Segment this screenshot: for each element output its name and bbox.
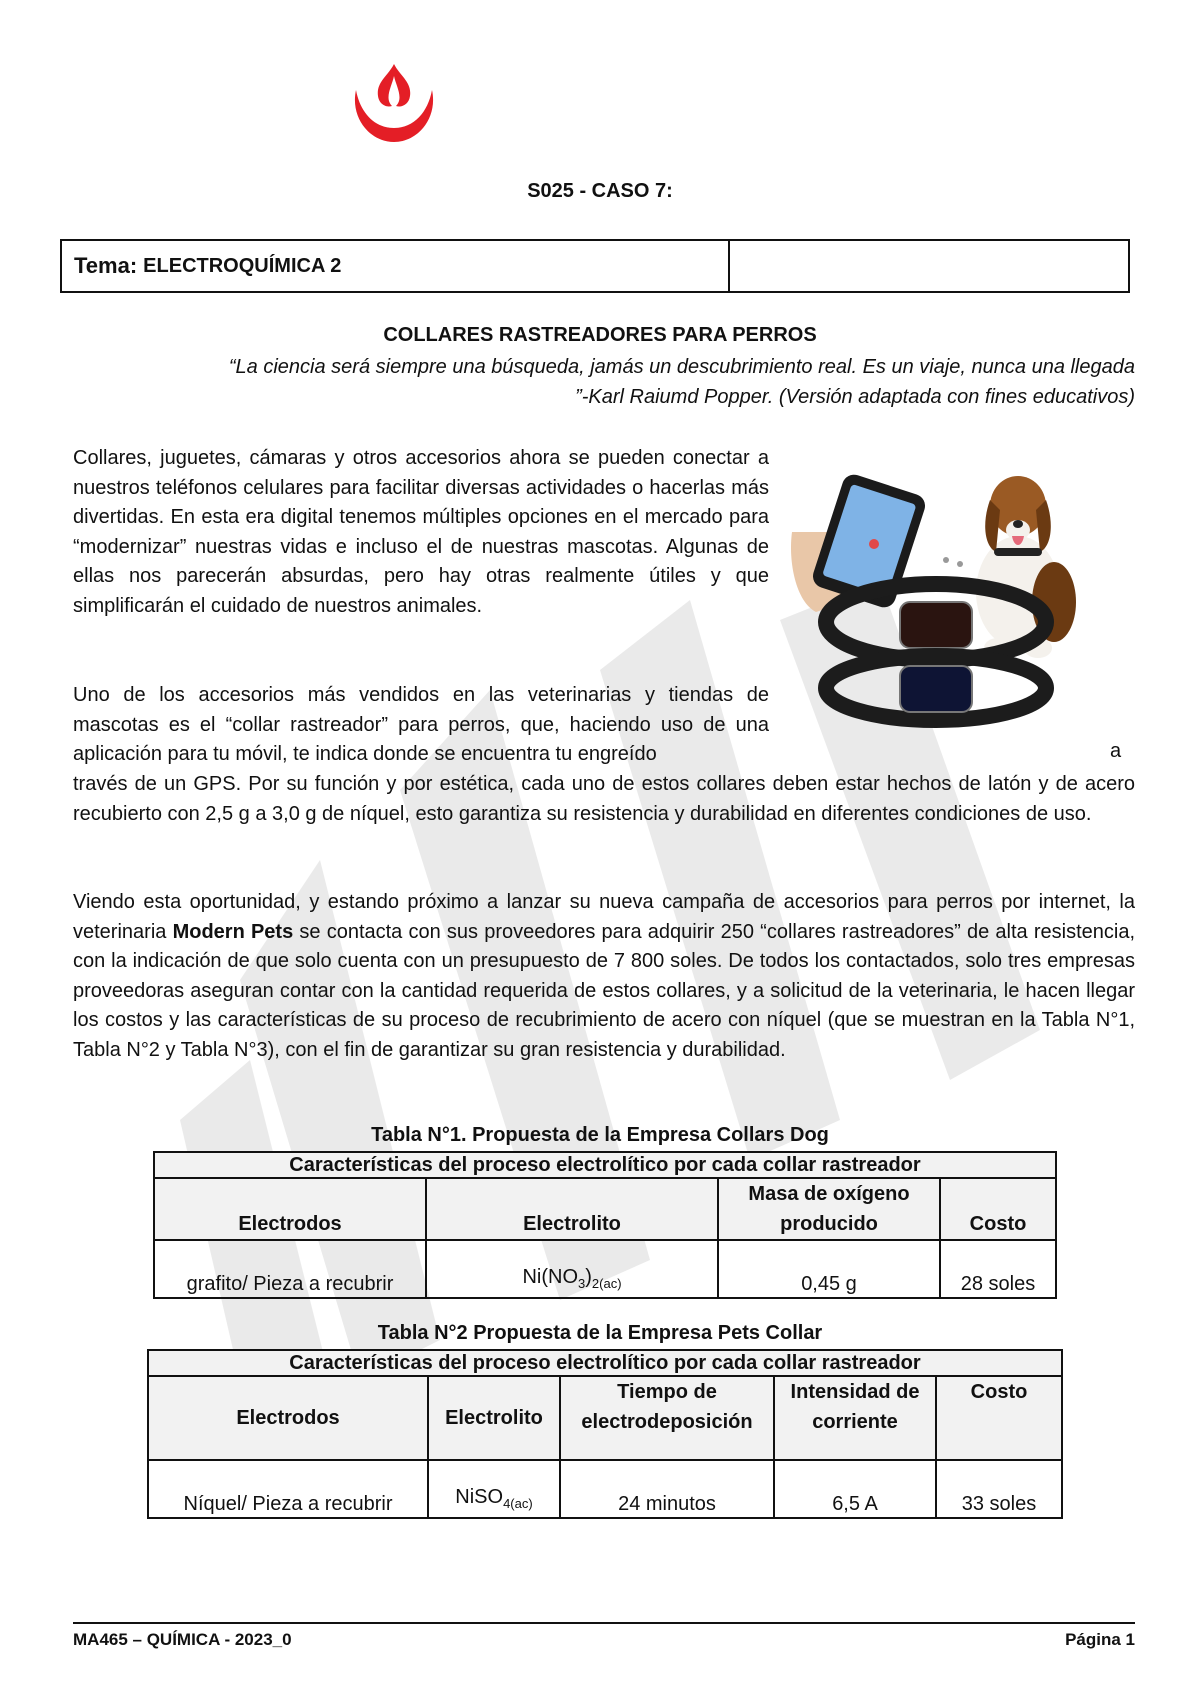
paragraph-3-end: se contacta con sus proveedores para adquirir 250 “collares rastreadores” de alta resistencia, con la indicación de que solo cuenta con un presupuesto de 7 800 soles. De todos los contactados, solo tres empresas proveedoras aseguran contar con la cantidad requerida de estos collares, y a solicitud de la veterinaria, le hacen llegar los costos y las características de su proceso de recubrimiento de acero con níquel (que se muestran en la Tabla N°1, Tabla N°2 y Tabla N°3), con el fin de garantizar su gran resistencia y durabilidad. xyxy=(73,920,1136,1061)
table2-header-current: Intensidad de corriente xyxy=(774,1376,936,1460)
formula-paren: ) xyxy=(585,1266,592,1288)
table1-cell-electrodes: grafito/ Pieza a recubrir xyxy=(154,1240,426,1298)
table1-header-electrolyte: Electrolito xyxy=(426,1178,718,1240)
formula-subscript-state: 2(ac) xyxy=(591,1276,622,1291)
paragraph-1: Collares, juguetes, cámaras y otros accesorios ahora se pueden conectar a nuestros teléfonos celulares para facilitar diversas actividades o hacerlas más divertidas. En esta era digital tenemos múltiples opciones en el mercado para “modernizar” nuestras vidas e incluso el de nuestras mascotas. Algunas de ellas nos parecerán absurdas, pero hay otras realmente útiles y que simplificarán el cuidado de nuestros animales. xyxy=(73,447,769,617)
formula-base: Ni(NO xyxy=(522,1266,578,1288)
university-logo xyxy=(348,62,440,144)
paragraph-3 xyxy=(73,888,1135,1066)
table2-cell-electrodes: Níquel/ Pieza a recubrir xyxy=(148,1460,428,1518)
table2-subheader: Características del proceso electrolítico por cada collar rastreador xyxy=(148,1350,1062,1376)
topic-label: Tema: xyxy=(74,253,138,278)
case-title: S025 - CASO 7: xyxy=(527,180,673,202)
beagle-dog xyxy=(976,476,1076,658)
table2-cell-time: 24 minutos xyxy=(560,1460,774,1518)
paragraph-2-bottom: través de un GPS. Por su función y por estética, cada uno de estos collares deben estar hechos de latón y de acero recubierto con 2,5 g a 3,0 g de níquel, esto garantiza su resistencia y durabilidad en diferentes condiciones de uso. xyxy=(73,773,1135,825)
topic-cell xyxy=(62,241,730,291)
paragraph-2-top: Uno de los accesorios más vendidos en las veterinarias y tiendas de mascotas es el “collar rastreador” para perros, que, haciendo uso de una aplicación para tu móvil, te indica donde se encuentra tu engreído xyxy=(73,684,769,766)
table1-cell-mass: 0,45 g xyxy=(718,1240,940,1298)
table2-header-electrodes: Electrodos xyxy=(148,1376,428,1460)
paragraph-3-start: Viendo esta oportunidad, y estando próximo a lanzar su nueva campaña de accesorios para perros por internet, la veterinaria xyxy=(73,891,1135,943)
article-title: COLLARES RASTREADORES PARA PERROS xyxy=(383,324,817,346)
table2-cell-current: 6,5 A xyxy=(774,1460,936,1518)
table2-header-cost: Costo xyxy=(936,1376,1062,1460)
table1-header-cost: Costo xyxy=(940,1178,1056,1240)
table2 xyxy=(147,1349,1063,1519)
table1-cell-cost: 28 soles xyxy=(940,1240,1056,1298)
table1-cell-electrolyte xyxy=(426,1240,718,1298)
table1-subheader: Características del proceso electrolítico por cada collar rastreador xyxy=(154,1152,1056,1178)
footer-course: MA465 – QUÍMICA - 2023_0 xyxy=(73,1630,292,1649)
brand-name: Modern Pets xyxy=(172,920,294,943)
table2-header-time: Tiempo de electrodeposición xyxy=(560,1376,774,1460)
table1 xyxy=(153,1151,1057,1299)
table2-cell-electrolyte xyxy=(428,1460,560,1518)
table1-header-electrodes: Electrodos xyxy=(154,1178,426,1240)
gps-collar-product-image xyxy=(786,452,1086,742)
table2-caption: Tabla N°2 Propuesta de la Empresa Pets Collar xyxy=(377,1322,823,1344)
table2-cell-cost: 33 soles xyxy=(936,1460,1062,1518)
topic-box xyxy=(60,239,1130,293)
formula-subscript: 4(ac) xyxy=(503,1496,533,1511)
formula-subscript: 3 xyxy=(578,1276,586,1291)
topic-value: ELECTROQUÍMICA 2 xyxy=(143,254,342,277)
table1-caption: Tabla N°1. Propuesta de la Empresa Collars Dog xyxy=(371,1124,829,1146)
table1-header-mass: Masa de oxígeno producido xyxy=(718,1178,940,1240)
footer-page-number: Página 1 xyxy=(1065,1630,1135,1649)
footer-divider xyxy=(73,1622,1135,1624)
table2-header-electrolyte: Electrolito xyxy=(428,1376,560,1460)
formula-base: NiSO xyxy=(455,1486,504,1508)
paragraph-2-trailing-word: a xyxy=(1110,740,1122,762)
quote-line-1: “La ciencia será siempre una búsqueda, jamás un descubrimiento real. Es un viaje, nunca una llegada xyxy=(228,356,1135,378)
epigraph-quote xyxy=(73,352,1135,412)
topic-empty-cell xyxy=(730,241,1128,291)
quote-line-2: ”-Karl Raiumd Popper. (Versión adaptada con fines educativos) xyxy=(575,386,1135,408)
